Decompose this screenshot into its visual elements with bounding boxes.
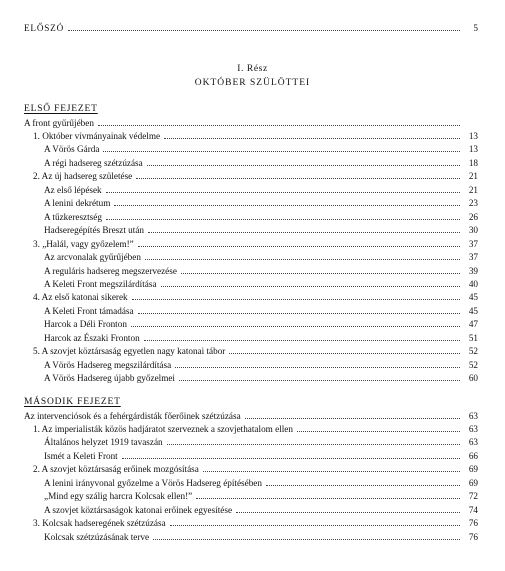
toc-entry <box>33 517 478 529</box>
toc-entry-text: Harcok a Déli Fronton <box>44 319 127 330</box>
toc-entry-text: 1. Október vívmányainak védelme <box>33 131 161 141</box>
chapter-title <box>24 117 478 129</box>
leader-dots <box>196 498 460 499</box>
leader-dots <box>153 539 460 540</box>
toc-entry-text: 4. Az első katonai sikerek <box>33 292 128 303</box>
leader-dots <box>138 313 460 314</box>
chapter-title-text: Az intervenciósok és a fehérgárdisták főerőinek szétzúzása <box>24 411 241 421</box>
toc-entry <box>44 278 478 290</box>
toc-entry-page: 63 <box>468 424 478 434</box>
leader-dots <box>114 205 460 206</box>
toc-entry-page: 63 <box>468 437 478 448</box>
toc-entry-text: A Vörös Hadsereg megszilárdítása <box>44 359 172 370</box>
toc-entry-page: 72 <box>468 491 478 502</box>
leader-dots <box>106 219 460 220</box>
toc-entry-text: A Vörös Gárda <box>44 144 100 155</box>
leader-dots <box>179 380 460 381</box>
leader-dots <box>136 178 460 179</box>
leader-dots <box>170 525 460 526</box>
toc-entry <box>44 265 478 277</box>
leader-dots <box>175 367 460 368</box>
toc-entry <box>44 184 478 196</box>
toc-entry-page: 26 <box>468 211 478 222</box>
toc-entry-page: 45 <box>468 292 478 303</box>
leader-dots <box>98 125 460 126</box>
toc-entry-page: 37 <box>468 252 478 263</box>
toc-entry-text: 3. Kolcsak hadseregének szétzúzása <box>33 518 166 529</box>
leader-dots <box>236 512 460 513</box>
toc-entry-text: 5. A szovjet köztársaság egyetlen nagy katonai tábor <box>33 346 226 357</box>
toc-entry-page: 13 <box>468 131 478 141</box>
toc-entry-page: 51 <box>468 332 478 343</box>
toc-entry-text: A régi hadsereg szétzúzása <box>44 157 143 168</box>
toc-entry-page: 52 <box>468 346 478 357</box>
leader-dots <box>148 232 460 233</box>
toc-entry-text: Harcok az Északi Fronton <box>44 332 140 343</box>
chapter-title-text: A front gyűrűjében <box>24 118 94 128</box>
toc-entry <box>44 332 478 344</box>
toc-entry-page: 52 <box>468 359 478 370</box>
preface-page: 5 <box>473 23 478 33</box>
toc-entry-text: A reguláris hadsereg megszervezése <box>44 265 177 276</box>
toc-entry <box>44 197 478 209</box>
toc-entry <box>44 436 478 448</box>
toc-entry-text: A lenini irányvonal győzelme a Vörös Hadsereg építésében <box>44 477 262 488</box>
toc-entry-page: 13 <box>468 144 478 155</box>
toc-entry-page: 45 <box>468 305 478 316</box>
toc-entry <box>44 450 478 462</box>
toc-entry-page: 60 <box>468 373 478 384</box>
toc-entry-page: 21 <box>468 184 478 195</box>
toc-entry-text: Ismét a Keleti Front <box>44 450 118 461</box>
toc-entry <box>44 251 478 263</box>
chapter-heading: MÁSODIK FEJEZET <box>24 397 121 407</box>
leader-dots <box>132 299 460 300</box>
toc-entry-text: Általános helyzet 1919 tavaszán <box>44 437 163 448</box>
leader-dots <box>203 471 460 472</box>
toc-entry-page: 30 <box>468 225 478 236</box>
toc-entry-page: 47 <box>468 319 478 330</box>
toc-entry <box>33 130 478 142</box>
toc-entry <box>33 423 478 435</box>
toc-entry-text: Hadseregépítés Breszt után <box>44 225 145 236</box>
leader-dots <box>106 192 460 193</box>
toc-entry-text: Kolcsak szétzúzásának terve <box>44 531 150 542</box>
toc-entry-text: 1. Az imperialisták közös hadjáratot szerveznek a szovjethatalom ellen <box>33 424 293 434</box>
toc-entry <box>33 345 478 357</box>
toc-entry-page: 40 <box>468 278 478 289</box>
toc-entry <box>44 490 478 502</box>
toc-entry <box>33 463 478 475</box>
toc-entry-page: 69 <box>468 464 478 475</box>
leader-dots <box>68 30 460 31</box>
toc-entry-page: 21 <box>468 171 478 182</box>
toc-entry-text: A Keleti Front támadása <box>44 305 134 316</box>
chapter-title-page: 63 <box>468 411 478 421</box>
toc-entry-text: 2. A szovjet köztársaság erőinek mozgósítása <box>33 464 199 475</box>
toc-entry-text: Az arcvonalak gyűrűjében <box>44 252 141 263</box>
leader-dots <box>138 246 460 247</box>
leader-dots <box>131 326 460 327</box>
toc-entry <box>33 291 478 303</box>
leader-dots <box>167 444 460 445</box>
toc-entry-page: 74 <box>468 504 478 515</box>
toc-entry-page: 69 <box>468 477 478 488</box>
toc-entry <box>44 372 478 384</box>
toc-entry <box>44 359 478 371</box>
leader-dots <box>266 485 460 486</box>
leader-dots <box>245 418 460 419</box>
toc-entry-text: A Vörös Hadsereg újabb győzelmei <box>44 373 175 384</box>
toc-entry-text: Az első lépések <box>44 184 102 195</box>
leader-dots <box>181 273 460 274</box>
toc-entry-text: A lenini dekrétum <box>44 198 111 209</box>
toc-entry <box>44 143 478 155</box>
leader-dots <box>164 138 460 139</box>
toc-entry-page: 76 <box>468 531 478 542</box>
leader-dots <box>229 353 460 354</box>
toc-entry <box>44 211 478 223</box>
toc-entry <box>44 157 478 169</box>
toc-entry-text: A Keleti Front megszilárdítása <box>44 278 157 289</box>
toc-entry-page: 66 <box>468 450 478 461</box>
toc-entry-page: 23 <box>468 198 478 209</box>
toc-entry-page: 18 <box>468 157 478 168</box>
leader-dots <box>297 431 460 432</box>
toc-preface <box>24 22 478 34</box>
leader-dots <box>103 151 460 152</box>
part-number: I. Rész <box>237 64 268 74</box>
toc-entry <box>44 477 478 489</box>
toc-entry <box>44 224 478 236</box>
toc-entry-text: „Mind egy szálig harcra Kolcsak ellen!” <box>44 491 193 502</box>
toc-entry <box>44 305 478 317</box>
chapter-heading: ELSŐ FEJEZET <box>24 104 98 114</box>
toc-entry-page: 37 <box>468 238 478 249</box>
toc-entry-page: 76 <box>468 518 478 529</box>
toc-entry <box>33 238 478 250</box>
toc-entry-text: 3. „Halál, vagy győzelem!” <box>33 238 134 249</box>
toc-entry <box>33 170 478 182</box>
toc-entry <box>44 504 478 516</box>
toc-entry <box>44 531 478 543</box>
leader-dots <box>147 165 460 166</box>
toc-entry-page: 39 <box>468 265 478 276</box>
toc-entry-text: 2. Az új hadsereg születése <box>33 171 133 182</box>
leader-dots <box>161 286 460 287</box>
leader-dots <box>122 458 460 459</box>
toc-entry-text: A tűzkeresztség <box>44 211 102 222</box>
chapter-title <box>24 410 478 422</box>
toc-entry <box>44 318 478 330</box>
preface-label: ELŐSZÓ <box>24 23 65 33</box>
leader-dots <box>144 340 460 341</box>
toc-entry-text: A szovjet köztársaságok katonai erőinek egyesítése <box>44 504 233 515</box>
leader-dots <box>145 259 460 260</box>
part-title: OKTÓBER SZÜLÖTTEI <box>194 78 311 88</box>
